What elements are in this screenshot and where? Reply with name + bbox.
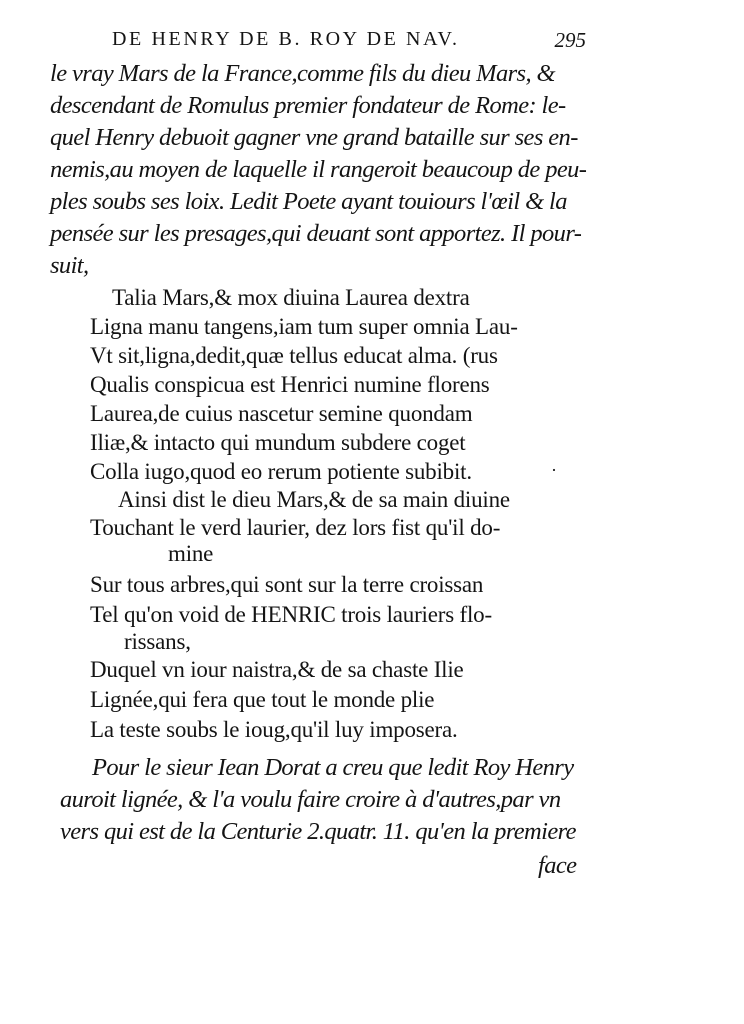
- verse-line: Ligna manu tangens,iam tum super omnia Lau-: [90, 314, 518, 339]
- verse-line: La teste soubs le ioug,qu'il luy imposera.: [90, 717, 458, 742]
- verse-line: rissans,: [124, 629, 191, 654]
- text-line: Pour le sieur Iean Dorat a creu que ledit Roy Henry: [92, 754, 574, 781]
- text-line: vers qui est de la Centurie 2.quatr. 11. qu'en la premiere: [60, 818, 576, 845]
- text-line: ples soubs ses loix. Ledit Poete ayant touiours l'œil & la: [50, 188, 567, 215]
- text-line: suit,: [50, 252, 89, 279]
- verse-line: Iliæ,& intacto qui mundum subdere coget: [90, 430, 466, 455]
- verse-line: Vt sit,ligna,dedit,quæ tellus educat alma. (rus: [90, 343, 498, 368]
- verse-line: Qualis conspicua est Henrici numine florens: [90, 372, 490, 397]
- verse-line: Talia Mars,& mox diuina Laurea dextra: [112, 285, 470, 310]
- catchword: face: [538, 852, 577, 879]
- verse-line: Tel qu'on void de HENRIC trois lauriers flo-: [90, 602, 492, 627]
- page-number: 295: [554, 28, 586, 52]
- text-line: nemis,au moyen de laquelle il rangeroit beaucoup de peu-: [50, 156, 587, 183]
- text-line: auroit lignée, & l'a voulu faire croire à d'autres,par vn: [60, 786, 561, 813]
- verse-line: Touchant le verd laurier, dez lors fist qu'il do-: [90, 515, 501, 540]
- verse-line: Lignée,qui fera que tout le monde plie: [90, 687, 435, 712]
- text-line: pensée sur les presages,qui deuant sont apportez. Il pour-: [50, 220, 582, 247]
- verse-line: Colla iugo,quod eo rerum potiente subibit.: [90, 459, 472, 484]
- verse-line: mine: [168, 541, 214, 566]
- text-line: quel Henry debuoit gagner vne grand bataille sur ses en-: [50, 124, 578, 151]
- page-header: [112, 28, 592, 54]
- running-head: DE HENRY DE B. ROY DE NAV.: [112, 28, 460, 50]
- text-line: descendant de Romulus premier fondateur de Rome: le-: [50, 92, 566, 119]
- verse-line: Ainsi dist le dieu Mars,& de sa main diuine: [118, 487, 510, 512]
- verse-line: Duquel vn iour naistra,& de sa chaste Ilie: [90, 657, 464, 682]
- verse-line: Laurea,de cuius nascetur semine quondam: [90, 401, 473, 426]
- text-line: le vray Mars de la France,comme fils du dieu Mars, &: [50, 60, 555, 87]
- stray-mark: ·: [551, 460, 557, 480]
- verse-line: Sur tous arbres,qui sont sur la terre croissan: [90, 572, 484, 597]
